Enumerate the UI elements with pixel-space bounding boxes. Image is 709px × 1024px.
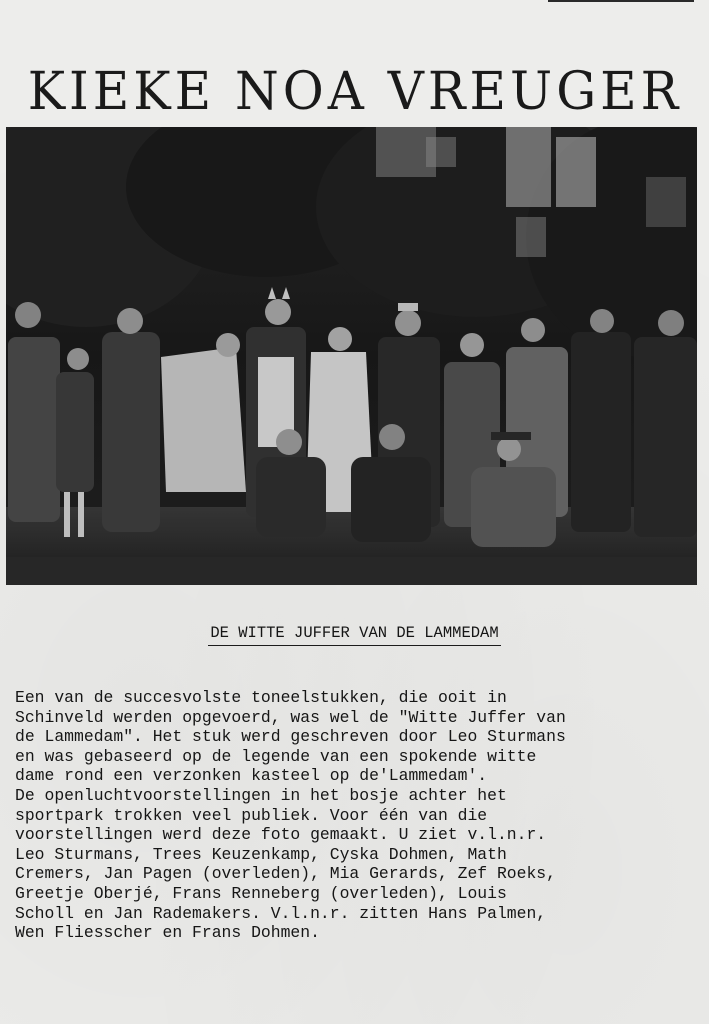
- article-body: [15, 688, 705, 943]
- article-line: Cremers, Jan Pagen (overleden), Mia Gerards, Zef Roeks,: [15, 864, 556, 884]
- photo-caption: [0, 624, 709, 646]
- article-line: sportpark trokken veel publiek. Voor één van die: [15, 805, 488, 825]
- article-line: Wen Fliesscher en Frans Dohmen.: [15, 923, 320, 943]
- article-line: de Lammedam". Het stuk werd geschreven door Leo Sturmans: [15, 727, 566, 747]
- article-line: dame rond een verzonken kasteel op de'Lammedam'.: [15, 766, 488, 786]
- masthead-title: KIEKE NOA VREUGER: [27, 60, 683, 121]
- article-line: Schinveld werden opgevoerd, was wel de "Witte Juffer van: [15, 707, 566, 727]
- article-line: Een van de succesvolste toneelstukken, die ooit in: [15, 688, 507, 707]
- article-line: Scholl en Jan Rademakers. V.l.n.r. zitten Hans Palmen,: [15, 903, 547, 923]
- article-line: Leo Sturmans, Trees Keuzenkamp, Cyska Dohmen, Math: [15, 844, 507, 864]
- group-photo: [6, 127, 697, 585]
- top-rule: [548, 0, 694, 2]
- caption-heading: DE WITTE JUFFER VAN DE LAMMEDAM: [208, 624, 500, 646]
- article-line: De openluchtvoorstellingen in het bosje achter het: [15, 785, 507, 805]
- article-line: Greetje Oberjé, Frans Renneberg (overleden), Louis: [15, 883, 507, 903]
- article-line: voorstellingen werd deze foto gemaakt. U ziet v.l.n.r.: [15, 825, 547, 845]
- article-line: en was gebaseerd op de legende van een spokende witte: [15, 746, 537, 766]
